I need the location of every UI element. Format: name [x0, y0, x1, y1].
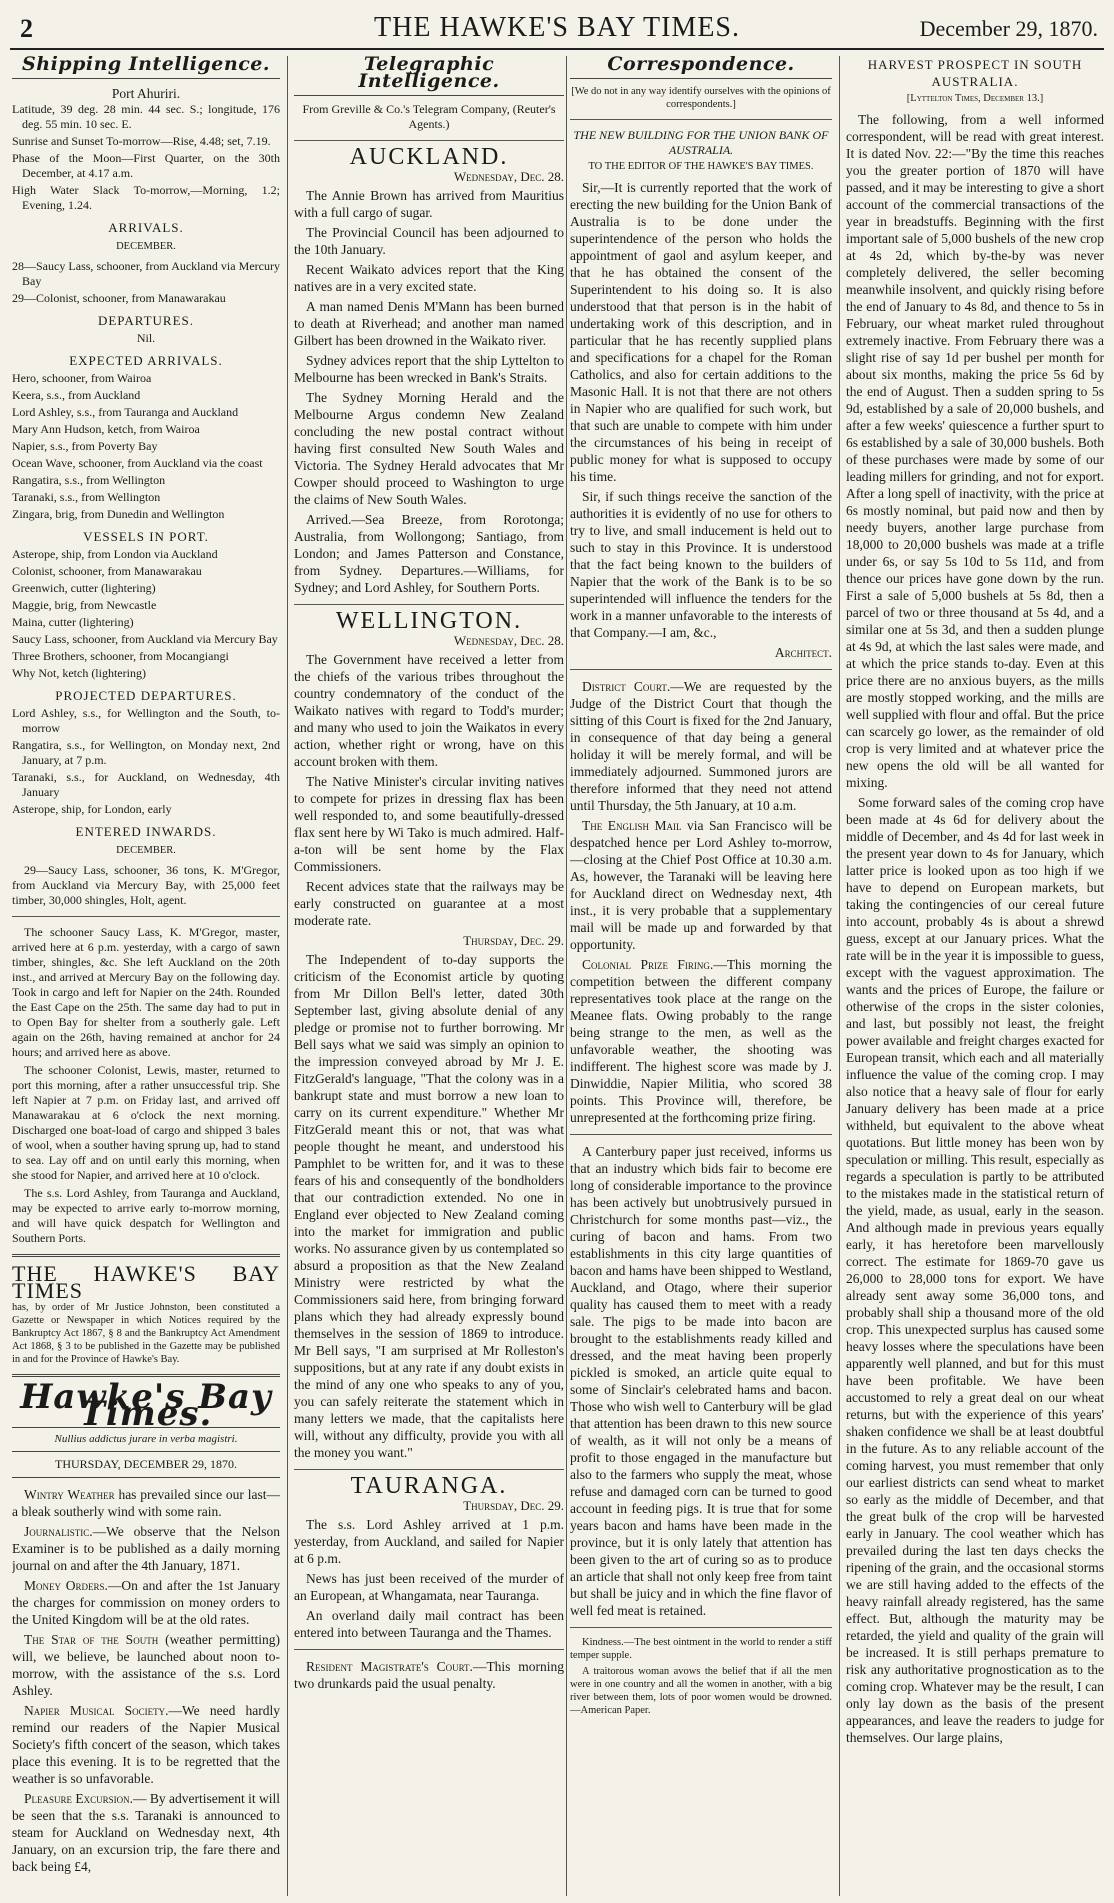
wellington-heading: WELLINGTON. — [335, 608, 523, 634]
harvest-para: Some forward sales of the coming crop have been made at 4s 6d for delivery about the middle of December, and 4s 4d for last week in the present year down to 4s for January, which latter price is looked upon as too high if we have to depend on European markets, but taking the contingencies of our cereal future into account, probably 4s is about a shrewd guess, except at our January prices. What the rate will be in the year it is impossible to guess, except with the vaguest approximation. The wants and the prices of Europe, the failure or otherwise of the crops in the sister colonies, and last, but possibly not least, the freight power available and freight charges exacted for European transit, which each and all materially influence the value of the coming crop. I may also notice that a heavy sale of flour for early January delivery has been made at a price withheld, but equivalent to the above wheat quotations. But little money has been won by speculation or milling. This result, especially as regards a speculation is partly to be attributed to the mistakes made in the statistical return of the yield, made, as usual, early in the season. And although made in previous years equally early, it has heretofore been marvellously correct. The estimate for 1869-70 gave us 26,000 to 28,000 tons for export. We have already sent away some 36,000 tons, and probably shall ship a thousand more of the old crop. This unexpected surplus has caused some heavy losses where the speculations have been apparently well planned, and but for this must have been profitable. We have been accustomed to rely a great deal on our wheat returns, but with the experience of this years' shaken confidence we shall be at least doubtful in the future. As to any reliable account of the coming harvest, you must remember that only our earliest districts can send wheat to market so early as the middle of December, and that the great bulk of the crop will be harvested early in January. The cool weather which has prevailed during the last ten days checks the ripening of the grain, and the occasional storms we are still having added to the effects of the heavy rainfall already registered, has the same effect. But, although the maturity may be retarded, the yield and quality of the grain will be increased. It is still perhaps premature to risk any authoritative prognostication as to the coming crop. Whatever may be the result, I can only lay down as the basis of the present appearances, and leave the readers to judge for themselves. Our large plains, — [846, 795, 1104, 1745]
inport-entry: Saucy Lass, schooner, from Auckland via Mercury Bay — [12, 632, 278, 646]
news-item: The English Mail via San Francisco will be despatched hence per Lord Ashley to-morrow,—closing at the Chief Post Office at 10.30 a.m. As, however, the Taranaki will be leaving here for Auckland direct on Wednesday next, 4th inst., it is very probable that a supplementary mail will be made up and forwarded by that opportunity. — [570, 818, 832, 952]
news-para: The Sydney Morning Herald and the Melbourne Argus condemn New Zealand concluding the new postal contract without having first consulted New South Wales and Victoria. The Sydney Herald advocates that Mr Cowper should proceed to Washington to urge the claims of New South Wales. — [294, 390, 564, 507]
news-para: Recent advices state that the railways may be early constructed on guarantee at a most moderate rate. — [294, 879, 564, 928]
news-para: Recent Waikato advices report that the King natives are in a very excited state. — [294, 262, 564, 294]
tauranga-heading: TAURANGA. — [350, 1473, 508, 1499]
divider — [294, 1649, 564, 1650]
local-item: Pleasure Excursion.— By advertisement it will be seen that the s.s. Taranaki is announced to steam for Auckland on Wednesday next, 4th January, on an excursion trip, the fare there and back being £4, — [12, 1791, 280, 1874]
inport-entry: Asterope, ship, from London via Auckland — [12, 547, 218, 561]
local-item: Journalistic.—We observe that the Nelson Examiner is to be published as a daily morning journal on and after the 4th January, 1871. — [12, 1524, 280, 1573]
news-para: The Independent of to-day supports the criticism of the Economist article by quoting from Mr Dillon Bell's letter, dated 30th September last, giving absolute denial of any pledge or promise not to further borrowing. Mr Bell says what we said was simply an opinion to the impression conveyed abroad by Mr J. E. FitzGerald's language, "That the colony was in a bankrupt state and must borrow a new loan to carry on its current expenditure." Whether Mr FitzGerald meant this or not, that was what people thought he meant, and understood his Pamphlet to be written for, and it was to these fears of his and consequently of the bondholders that our contradiction extended. No one in England ever objected to New Zealand coming into the market for immigration and public works. No assurance given by us contemplated so absurd a proposition as that the New Zealand Ministry were restricted by what the Commissioners said here, from bringing forward plans which they had already expressly bound themselves in the session of 1869 to introduce. Mr Bell says, "I am surprised at Mr Rolleston's suppositions, but at any rate if any doubt exists in the mind of any one who speaks to any of you, you can safely reiterate the statement which in many letters we made, that the capitalists here will, without any difficulty, provide you with all the money you want." — [294, 952, 564, 1460]
divider — [570, 119, 832, 120]
expected-entry: Zingara, brig, from Dunedin and Wellington — [12, 507, 225, 521]
projected-title: PROJECTED DEPARTURES. — [55, 688, 237, 703]
divider — [570, 1134, 832, 1135]
letter-title: THE NEW BUILDING FOR THE UNION BANK OF AUSTRALIA. — [573, 128, 829, 157]
traitorous-item: A traitorous woman avows the belief that if all the men were in one country and all the women in another, with a big river between them, lots of poor women would be drowned. —American Paper. — [570, 1666, 832, 1716]
gazette-notice — [12, 1261, 280, 1366]
news-para: The s.s. Lord Ashley arrived at 1 p.m. yesterday, from Auckland, and sailed for Napier at 6 p.m. — [294, 1517, 564, 1566]
telegraph-source: From Greville & Co.'s Telegram Company, (Reuter's Agents.) — [302, 102, 556, 131]
news-item: Colonial Prize Firing.—This morning the competition between the different company representatives took place at the range on the Meanee flats. Owing probably to the range being strange to the men, as well as the unfavorable weather, the shooting was indifferent. The highest score was made by J. Dinwiddie, Napier Militia, who scored 38 points. This Province will, therefore, be unrepresented at the forthcoming prize firing. — [570, 957, 832, 1125]
notice-title: THE HAWKE'S BAY TIMES — [12, 1261, 280, 1303]
column-rule — [839, 56, 840, 1896]
column-rule — [287, 56, 288, 1896]
news-para: Sydney advices report that the ship Lyttelton to Melbourne has been wrecked in Bank's Straits. — [294, 353, 564, 385]
paper-dateline: THURSDAY, DECEMBER 29, 1870. — [12, 1452, 280, 1478]
inport-title: VESSELS IN PORT. — [83, 529, 209, 544]
divider — [294, 140, 564, 141]
shipping-note: The schooner Saucy Lass, K. M'Gregor, master, arrived here at 6 p.m. yesterday, with a cargo of sawn timber, shingles, &c. She left Auckland on the 20th inst., and arrived at Mercury Bay on the following day. Took in cargo and left for Napier on the 24th. Rounded the East Cape on the 25th. The same day had to put in to Open Bay for shelter from a southerly gale. Left again on the 26th, having remained at anchor for 24 hours; and arrived here as above. — [12, 925, 280, 1059]
expected-entry: Ocean Wave, schooner, from Auckland via the coast — [12, 456, 263, 470]
news-para: A man named Denis M'Mann has been burned to death at Riverhead; and another man named Gilbert has been drowned in the Waikato river. — [294, 299, 564, 348]
harvest-title: HARVEST PROSPECT IN SOUTH AUSTRALIA. — [867, 57, 1083, 89]
column-shipping — [12, 56, 280, 1896]
news-para: The Native Minister's circular inviting natives to compete for prizes in dressing flax has been well responded to, and some beautifully-dressed flax sent here by Wi Tako is much admired. Half-a-ton will be sent home by the Flax Commissioners. — [294, 774, 564, 874]
expected-entry: Hero, schooner, from Wairoa — [12, 371, 152, 385]
departures-text: Nil. — [136, 331, 156, 345]
magistrate-court: Resident Magistrate's Court.—This morning two drunkards paid the usual penalty. — [294, 1659, 564, 1691]
bacon-article: A Canterbury paper just received, informs us that an industry which bids fair to become ere long of considerable importance to the province has been actively but unobtrusively pursued in Christchurch for some months past—viz., the curing of bacon and hams. From two establishments in this city large quantities of bacon and hams have been shipped to Westland, Auckland, and Otago, where their superior quality has caused them to meet with a ready sale. The pigs to be made into bacon are brought to the establishments ready killed and dressed, and the meat having been properly pickled is smoked, an article quite equal to some of Sinclair's celebrated hams and bacon. Those who wish well to Canterbury will be glad that attention has been drawn to this new source of wealth, as it will not only be a means of profit to those engaged in the manufacture but also to the farmers who supply the meat, whose refuse and damaged corn can be turned to good account in feeding pigs. It is true that for some years bacon and hams have been made in the province, but it is only lately that attention has been given to the art of curing so as to produce an article that shall not only keep free from taint but shall be juicy and in which the fine flavor of well fed meat is retained. — [570, 1144, 832, 1618]
divider — [12, 916, 280, 917]
arrivals-title: ARRIVALS. — [108, 220, 184, 235]
arrival-entry: 28—Saucy Lass, schooner, from Auckland via Mercury Bay — [12, 259, 280, 288]
lat-long: Latitude, 39 deg. 28 min. 44 sec. S.; longitude, 176 deg. 55 min. 10 sec. E. — [12, 102, 280, 131]
divider — [570, 669, 832, 670]
departures-title: DEPARTURES. — [97, 313, 195, 328]
inport-entry: Maggie, brig, from Newcastle — [12, 598, 157, 612]
page-number: 2 — [20, 14, 33, 43]
disclaimer: [We do not in any way identify ourselves with the opinions of correspondents.] — [571, 86, 831, 110]
telegraphic-heading: Telegraphic Intelligence. — [294, 56, 564, 96]
news-para: The Government have received a letter from the chiefs of the various tribes throughout the country condemnatory of the conduct of the Waikato natives with regard to Todd's murder; and many who used to join the Waikatos in every action, whether right or wrong, have on this account broken with them. — [294, 652, 564, 769]
column-telegraphic — [294, 56, 564, 1896]
port-name: Port Ahuriri. — [111, 86, 181, 101]
news-para: News has just been received of the murder of an European, at Whangamata, near Tauranga. — [294, 1571, 564, 1603]
issue-date: December 29, 1870. — [919, 16, 1098, 41]
entered-month: DECEMBER. — [116, 845, 176, 856]
local-item: Wintry Weather has prevailed since our last—a bleak southerly wind with some rain. — [12, 1487, 280, 1519]
local-item: Napier Musical Society.—We need hardly remind our readers of the Napier Musical Society's fifth concert of the season, which takes place this evening. It is to be regretted that the weather is so unfavorable. — [12, 1703, 280, 1786]
local-item: The Star of the South (weather permitting) will, we believe, be launched about noon to-morrow, with the assistance of the s.s. Lord Ashley. — [12, 1632, 280, 1698]
news-para: The Provincial Council has been adjourned to the 10th January. — [294, 225, 564, 257]
paper-title: THE HAWKE'S BAY TIMES. — [374, 12, 740, 43]
column-harvest — [846, 56, 1104, 1896]
news-item: District Court.—We are requested by the Judge of the District Court that though the sitting of this Court is fixed for the 2nd January, in consequence of that day being a general holiday it will be merely formal, and will be immediately adjourned. Summoned jurors are therefore informed that they need not attend until Thursday, the 5th January, at 10 a.m. — [570, 679, 832, 813]
letter-para: Sir, if such things receive the sanction of the authorities it is evidently of no use for others to try to live, and small inducement is held out to such to stay in this Province. It is understood that the fact being known to the builders of Napier that the work of the Bank is to be so superintended will influence the tenders for the work in a manner unfavorable to the interests of that Company.—I am, &c., — [570, 489, 832, 640]
high-water: High Water Slack To-morrow,—Morning, 1.2; Evening, 1.24. — [12, 183, 280, 212]
wellington-date-2: Thursday, Dec. 29. — [463, 933, 564, 948]
divider — [570, 1627, 832, 1628]
news-para: An overland daily mail contract has been entered into between Tauranga and the Thames. — [294, 1608, 564, 1640]
projected-entry: Lord Ashley, s.s., for Wellington and the South, to-morrow — [12, 706, 280, 735]
divider — [294, 604, 564, 605]
divider — [12, 1254, 280, 1257]
news-para: The Annie Brown has arrived from Mauritius with a full cargo of sugar. — [294, 188, 564, 220]
arrivals-month: DECEMBER. — [116, 241, 176, 252]
harvest-para: The following, from a well informed correspondent, will be read with great interest. It is dated Nov. 22:—"By the time this reaches you the greater portion of 1870 will have passed, and it may be interesting to give a short account of the commercial transactions of the year in breadstuffs. Beginning with the first important sale of 5,000 bushels of the new crop at 4s 2d, which by-the-by was never completely delivered, the seller becoming meanwhile insolvent, and quickly rising before the end of January to 4s 8d, and thence to 5s in February, our wheat market ruled throughout extremely inactive. From February there was a slight rise of say 1d per bushel per month for about six months, making the price 5s 6d by the end of August. Then a sudden spring to 5s 9d, established by a sale of 20,000 bushels, and after a few weeks' quiescence a further spurt to 6s established by a sale of 30,000 bushels. Both of these purchases were made by some of our leading millers for grinding, and not for export. After a long spell of inactivity, with the price at 6s mostly nominal, but paid now and then by needy buyers, another large purchase from 18,000 to 20,000 bushels was made at a trifle under 6s, or say 5s 10d to 5s 11d, and from thence our prices have gone down by the run. First a sale of 5,000 bushels at 5s 8d, then a parcel of two or three thousand at 5s 4d, and a similar one at 5s 3d, and then a sudden plunge at 4s 9d, at which the last sales were made, and at which the price stands to-day. Even at this price there are no anxious buyers, as the mills are mostly stopped working, and the mills are well supplied with flour and offal. But the price can scarcely go lower, as the remainder of old crop is very limited and at whatever price the new opens the old will be all wanted for mixing. — [846, 112, 1104, 790]
expected-entry: Taranaki, s.s., from Wellington — [12, 490, 161, 504]
paper-motto: Nullius addictus jurare in verba magistri. — [12, 1427, 280, 1452]
inport-entry: Three Brothers, schooner, from Mocangiangi — [12, 649, 229, 663]
shipping-note: The s.s. Lord Ashley, from Tauranga and Auckland, may be expected to arrive early to-morrow morning, and will have quick despatch for Wellington and Southern Ports. — [12, 1186, 280, 1245]
projected-entry: Rangatira, s.s., for Wellington, on Monday next, 2nd January, at 7 p.m. — [12, 738, 280, 767]
inport-entry: Why Not, ketch (lightering) — [12, 666, 146, 680]
moon-phase: Phase of the Moon—First Quarter, on the 30th December, at 4.17 a.m. — [12, 151, 280, 180]
expected-entry: Rangatira, s.s., from Wellington — [12, 473, 166, 487]
column-rule — [566, 56, 567, 1896]
harvest-source: [Lyttelton Times, December 13.] — [906, 93, 1044, 104]
wellington-date: Wednesday, Dec. 28. — [453, 633, 564, 648]
expected-entry: Napier, s.s., from Poverty Bay — [12, 439, 158, 453]
auckland-heading: AUCKLAND. — [349, 144, 509, 170]
letter-para: Sir,—It is currently reported that the work of erecting the new building for the Union Bank of Australia is to be done under the superintendence of the person who holds the appointment of gaol and asylum keeper, and that he has obtained the consent of the Superintendent to his doing so. It is also understood that that person is in the habit of undertaking work of this description, and in particular that he has recently supplied plans and specifications for a chapel for the Roman Catholics, and also for certain additions to the Masonic Hall. It is not that there are not others in Napier who are qualified for such work, but that such are unable to compete with him under the circumstances of his being in receipt of public money for what is supposed to occupy his time. — [570, 180, 832, 484]
correspondence-heading: Correspondence. — [570, 56, 832, 79]
inport-entry: Maina, cutter (lightering) — [12, 615, 134, 629]
expected-entry: Lord Ashley, s.s., from Tauranga and Auckland — [12, 405, 239, 419]
masthead — [10, 8, 1104, 50]
expected-title: EXPECTED ARRIVALS. — [69, 353, 223, 368]
expected-entry: Keera, s.s., from Auckland — [12, 388, 141, 402]
arrival-entry: 29—Colonist, schooner, from Manawarakau — [12, 291, 226, 305]
entered-text: 29—Saucy Lass, schooner, 36 tons, K. M'Gregor, from Auckland via Mercury Bay, with 25,000 feet timber, 30,000 shingles, Holt, agent. — [12, 863, 280, 907]
projected-entry: Taranaki, s.s., for Auckland, on Wednesday, 4th January — [12, 770, 280, 799]
letter-to: TO THE EDITOR OF THE HAWKE'S BAY TIMES. — [588, 161, 814, 172]
news-para: Arrived.—Sea Breeze, from Rorotonga; Australia, from Wollongong; Santiago, from London; and James Patterson and Constance, from Sydney. Departures.—Williams, for Sydney; and Lord Ashley, for Southern Ports. — [294, 512, 564, 595]
expected-entry: Mary Ann Hudson, ketch, from Wairoa — [12, 422, 200, 436]
notice-text: has, by order of Mr Justice Johnston, been constituted a Gazette or Newspaper in which Notices required by the Bankruptcy Act 1867, § 8 and the Bankruptcy Act Amendment Act 1868, § 3 to be published in the Gazette may be published in and for the Province of Hawke's Bay. — [12, 1302, 280, 1365]
kindness-item: Kindness.—The best ointment in the world to render a stiff temper supple. — [570, 1637, 832, 1661]
projected-entry: Asterope, ship, for London, early — [12, 802, 172, 816]
local-news — [12, 1486, 280, 1875]
shipping-heading: Shipping Intelligence. — [12, 56, 280, 79]
sunrise: Sunrise and Sunset To-morrow—Rise, 4.48; set, 7.19. — [12, 134, 271, 148]
entered-title: ENTERED INWARDS. — [75, 824, 217, 839]
tauranga-date: Thursday, Dec. 29. — [463, 1498, 564, 1513]
shipping-note: The schooner Colonist, Lewis, master, returned to port this morning, after a rather unsuccessful trip. She left Napier at 7 p.m. on Friday last, and arrived off Manawarakau at 6 o'clock the next morning. Discharged one boat-load of cargo and shipped 3 bales of wool, when a souther having sprung up, had to stand to sea. Lay off and on until early this morning, when she stood for Napier, and arrived here at 10 o'clock. — [12, 1063, 280, 1182]
local-item: Money Orders.—On and after the 1st January the charges for commission on money orders to the United Kingdom will be at the old rates. — [12, 1578, 280, 1627]
divider — [294, 1469, 564, 1470]
column-correspondence — [570, 56, 832, 1896]
inport-entry: Colonist, schooner, from Manawarakau — [12, 564, 202, 578]
auckland-date: Wednesday, Dec. 28. — [453, 169, 564, 184]
inport-entry: Greenwich, cutter (lightering) — [12, 581, 156, 595]
paper-name: Hawke's Bay Times. — [20, 1377, 272, 1434]
letter-signature: Architect. — [774, 645, 832, 660]
